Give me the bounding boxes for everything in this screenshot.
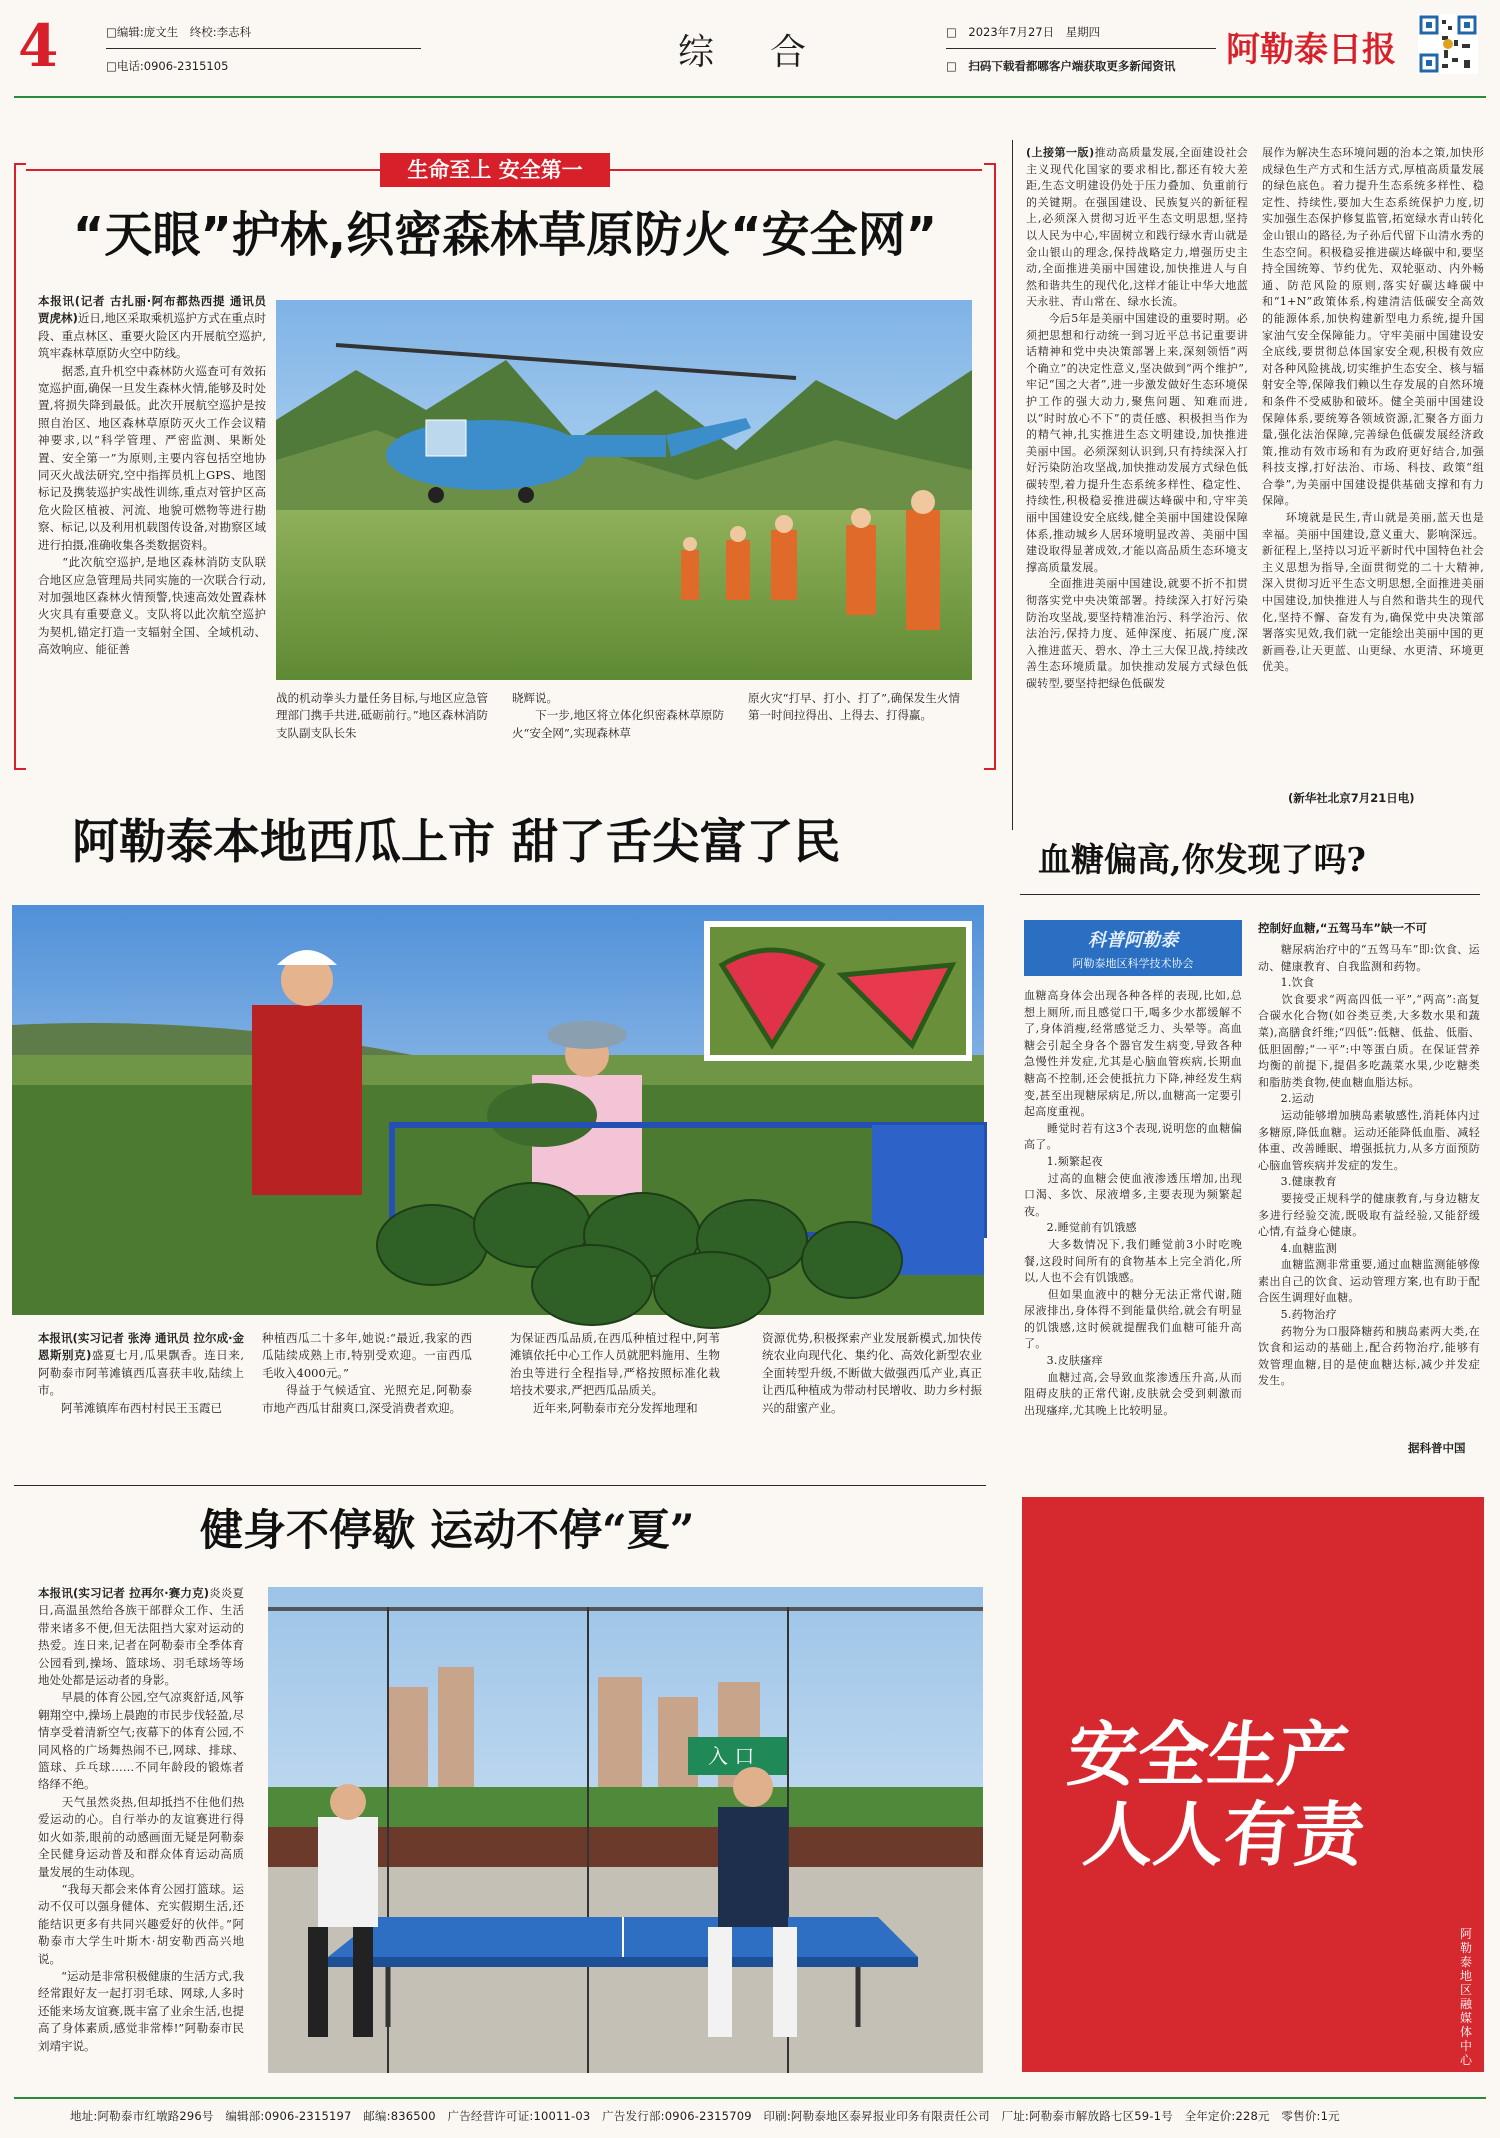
helicopter-photo bbox=[276, 300, 972, 680]
body-col2: 种植西瓜二十多年,她说:“最近,我家的西瓜陆续成熟上市,特别受欢迎。一亩西瓜毛收入4000元。” 得益于气候适宜、光照充足,阿勒泰市地产西瓜甘甜爽口,深受消费者欢迎。 bbox=[262, 1331, 472, 1415]
credit: 据科普中国 bbox=[1408, 1441, 1466, 1455]
continued-from: (上接第一版) bbox=[1026, 146, 1095, 159]
kepu-logo bbox=[1024, 920, 1242, 976]
poster-line1: 安全生产 bbox=[1063, 1714, 1353, 1796]
article-watermelon bbox=[0, 795, 1000, 1485]
masthead bbox=[0, 0, 1500, 103]
qr-code-icon[interactable] bbox=[1418, 14, 1478, 74]
checkbox-icon: □ bbox=[106, 59, 117, 73]
section-banner: 生命至上 安全第一 bbox=[380, 153, 610, 187]
body-col1 bbox=[38, 1330, 244, 1415]
headline-rule bbox=[1020, 894, 1480, 895]
masthead-divider bbox=[106, 48, 421, 49]
headline: 阿勒泰本地西瓜上市 甜了舌尖富了民 bbox=[72, 815, 841, 870]
kepu-logo-title: 科普阿勒泰 bbox=[1088, 930, 1178, 951]
date-info bbox=[946, 24, 1100, 40]
body-col2: 糖尿病治疗中的“五驾马车”即:饮食、运动、健康教育、自我监测和药物。 1.饮食 饮食要求“两高四低一平”,“两高”:高复合碳水化合物(如谷类豆类,大多数水果和蔬菜),高膳食纤维;“四低”:低糖、低盐、低脂、低胆固醇;“一平”:中等蛋白质。在保证营养均衡的前提下,提倡多吃蔬菜水果,少吃糖类和脂肪类食物,使血糖血脂达标。 2.运动 运动能够增加胰岛素敏感性,消耗体内过多糖原,降低血糖。运动还能降低血脂、减轻体重、改善睡眠、增强抵抗力,从多方面预防心脑血管疾病并发症的发生。 3.健康教育 要接受正规科学的健康教育,与身边糖友多进行经验交流,既吸取有益经验,又能舒缓心情,有益身心健康。 4.血糖监测 血糖监测非常重要,通过血糖监测能够像素出自己的饮食、运动管理方案,也有助于配合医生调理好血糖。 5.药物治疗 药物分为口服降糖药和胰岛素两大类,在饮食和运动的基础上,配合药物治疗,能够有效管理血糖,目的是使血糖达标,减少并发症发生。 bbox=[1258, 943, 1480, 1388]
page-number: 4 bbox=[18, 12, 59, 80]
safety-poster bbox=[1022, 1497, 1484, 2072]
checkbox-icon: □ bbox=[946, 59, 969, 73]
body-col2: 战的机动拳头力量任务目标,与地区应急管理部门携手共进,砥砺前行。”地区森林消防支队副支队长朱 bbox=[276, 691, 488, 740]
watermelon-photo bbox=[12, 905, 984, 1315]
masthead-divider-right bbox=[946, 48, 1216, 49]
headline: “天眼”护林,织密森林草原防火“安全网” bbox=[72, 207, 938, 263]
body-col2: 展作为解决生态环境问题的治本之策,加快形成绿色生产方式和生活方式,厚植高质量发展的绿色底色。着力提升生态系统多样性、稳定性、持续性,要加大生态系统保护力度,切实加强生态保护修复监管,拓宽绿水青山转化金山银山的路径,为子孙后代留下山清水秀的生态空间。积极稳妥推进碳达峰碳中和,要坚持全国统筹、节约优先、双轮驱动、内外畅通、防范风险的原则,落实好碳达峰碳中和“1+N”政策体系,构建清洁低碳安全高效的能源体系,加快构建新型电力系统,提升国家油气安全保障能力。守牢美丽中国建设安全底线,要贯彻总体国家安全观,积极有效应对各种风险挑战,切实维护生态安全、核与辐射安全等,保障我们赖以生存发展的自然环境和条件不受威胁和破坏。健全美丽中国建设保障体系,要统筹各领域资源,汇聚各方面力量,强化法治保障,完善绿色低碳发展经济政策,推动有效市场和有为政府更好结合,加强科技支撑,打好法治、市场、科技、政策“组合拳”,为美丽中国建设提供基础支撑和有力保障。 环境就是民生,青山就是美丽,蓝天也是幸福。美丽中国建设,意义重大、影响深远。新征程上,坚持以习近平新时代中国特色社会主义思想为指导,全面贯彻党的二十大精神,深入贯彻习近平生态文明思想,全面推进美丽中国建设,加快推进人与自然和谐共生的现代化,坚持不懈、奋发有为,确保党中央决策部署落实见效,我们就一定能绘出美丽中国的更新画卷,让天更蓝、山更绿、水更清、环境更优美。 bbox=[1262, 146, 1484, 674]
masthead-rule bbox=[14, 96, 1486, 98]
editor-text: 编辑:庞文生 终校:李志科 bbox=[116, 25, 252, 39]
section-rule bbox=[14, 1485, 986, 1486]
body-col1: 血糖高身体会出现各种各样的表现,比如,总想上厕所,而且感觉口干,喝多少水都缓解不了,身体消瘦,经常感觉乏力、头晕等。高血糖会引起全身各个器官发生病变,导致各种急慢性并发症,尤其是心脑血管疾病,长期血糖高不控制,还会使抵抗力下降,神经发生病变,甚至出现糖尿病足,所以,血糖高一定要引起高度重视。 睡觉时若有这3个表现,说明您的血糖偏高了。 1.频繁起夜 过高的血糖会使血液渗透压增加,出现口渴、多饮、尿液增多,主要表现为频繁起夜。 2.睡觉前有饥饿感 大多数情况下,我们睡觉前3小时吃晚餐,这段时间所有的食物基本上完全消化,所以,人也不会有饥饿感。 但如果血液中的糖分无法正常代谢,随尿液排出,身体得不到能量供给,就会有明显的饥饿感,这时候就提醒我们血糖可能升高了。 3.皮肤瘙痒 血糖过高,会导致血浆渗透压升高,从而阻碍皮肤的正常代谢,皮肤就会受到刺激而出现瘙痒,尤其晚上比较明显。 bbox=[1024, 989, 1242, 1417]
body-text: 盛夏七月,瓜果飘香。连日来,阿勒泰市阿苇滩镇西瓜喜获丰收,陆续上市。 阿苇滩镇库布西村村民王玉霞已 bbox=[38, 1348, 244, 1415]
article-blood-sugar bbox=[1010, 830, 1490, 1470]
scan-tip-text: 扫码下载看都哪客户端获取更多新闻资讯 bbox=[968, 59, 1176, 73]
byline: 本报讯(实习记者 张涛 通讯员 拉尔成·金恩斯别克) bbox=[38, 1331, 244, 1363]
headline: 健身不停歇 运动不停“夏” bbox=[200, 1506, 695, 1556]
table-tennis-photo bbox=[268, 1587, 983, 2073]
credit: (新华社北京7月21日电) bbox=[1288, 791, 1415, 805]
section-title: 综 合 bbox=[678, 32, 817, 73]
entrance-sign: 入 口 bbox=[708, 1744, 755, 1768]
subheading: 控制好血糖,“五驾马车”缺一不可 bbox=[1258, 921, 1427, 935]
article-fitness bbox=[0, 1485, 1000, 2090]
paper-logo: 阿勒泰日报 bbox=[1226, 30, 1396, 70]
body-col1 bbox=[38, 293, 271, 713]
banner-line bbox=[26, 169, 380, 171]
footer-info: 地址:阿勒泰市红墩路296号 编辑部:0906-2315197 邮编:836500 广告经营许可证:10011-03 广告发行部:0906-2315709 印刷:阿勒泰地区泰昇报业印务有限责任公司 厂址:阿勒泰市解放路七区59-1号 全年定价:228元 零售价:1元 bbox=[70, 2109, 1340, 2123]
poster-line2: 人人有责 bbox=[1079, 1794, 1369, 1876]
article-forest-patrol bbox=[0, 105, 1010, 770]
checkbox-icon: □ bbox=[946, 25, 969, 39]
body-text: 近日,地区采取乘机巡护方式在重点时段、重点林区、重要火险区内开展航空巡护,筑牢森林草原防火空中防线。 据悉,直升机空中森林防火巡查可有效拓宽巡护面,确保一旦发生森林火情,能够及时处置,将损失降到最低。此次开展航空巡护是按照自治区、地区森林草原防灭火工作会议精神要求,以“科学管理、严密监测、果断处置、安全第一”为原则,主要内容包括空地协同灭火战法研究,空中指挥员机上GPS、地图标记及携装巡护实战性训练,重点对管护区高危火险区植被、河流、地貌可燃物等进行勘察、标记,以及利用机载图传设备,对勘察区域进行拍摄,准确收集各类数据资料。 “此次航空巡护,是地区森林消防支队联合地区应急管理局共同实施的一次联合行动,对加强地区森林火情预警,快速高效处置森林火灾具有重要意义。支队将以此次航空巡护为契机,锚定打造一支辐射全国、全域机动、高效响应、能征善 bbox=[38, 311, 266, 657]
body-col3: 晓辉说。 下一步,地区将立体化织密森林草原防火“安全网”,实现森林草 bbox=[512, 691, 724, 740]
bracket-right bbox=[984, 163, 996, 770]
byline: 本报讯(记者 古扎丽·阿布都热西提 通讯员 贾虎林) bbox=[38, 294, 271, 326]
body-col1 bbox=[38, 1585, 244, 2065]
body-text: 推动高质量发展,全面建设社会主义现代化国家的要求相比,都还有较大差距,生态文明建设仍处于压力叠加、负重前行的关键期。在强国建设、民族复兴的新征程上,必须深入贯彻习近平生态文明思想,坚持以人民为中心,牢固树立和践行绿水青山就是金山银山的理念,保持战略定力,增强历史主动,全面推进美丽中国建设,加快推进人与自然和谐共生的现代化,这样才能让中华大地蓝天永驻、青山常在、绿水长流。 今后5年是美丽中国建设的重要时期。必须把思想和行动统一到习近平总书记重要讲话精神和党中央决策部署上来,深刻领悟“两个确立”的决定性意义,坚决做到“两个维护”,牢记“国之大者”,进一步激发做好生态环境保护工作的强大动力,聚焦问题、知难而进,以“时时放心不下”的责任感、积极担当作为的精气神,扎实推进生态文明建设,加快推进美丽中国。必须深刻认识到,只有持续深入打好污染防治攻坚战,加快推动发展方式绿色低碳转型,着力提升生态系统多样性、稳定性、持续性,积极稳妥推进碳达峰碳中和,守牢美丽中国建设安全底线,健全美丽中国建设保障体系,推动城乡人居环境明显改善、美丽中国建设取得显著成效,才能以高品质生态环境支撑高质量发展。 全面推进美丽中国建设,就要不折不扣贯彻落实党中央决策部署。持续深入打好污染防治攻坚战,要坚持精准治污、科学治污、依法治污,保持力度、延伸深度、拓展广度,深入推进蓝天、碧水、净土三大保卫战,持续改善生态环境质量。加快推动发展方式绿色低碳转型,要坚持把绿色低碳发 bbox=[1026, 146, 1249, 690]
poster-credit: 阿勒泰地区融媒体中心 bbox=[1460, 1927, 1473, 2067]
body-col1 bbox=[1026, 145, 1248, 810]
banner-line-right bbox=[610, 169, 982, 171]
column-divider bbox=[1012, 140, 1013, 830]
body-col3: 为保证西瓜品质,在西瓜种植过程中,阿苇滩镇依托中心工作人员就肥料施用、生物治虫等进行全程指导,严格按照标准化栽培技术要求,严把西瓜品质关。 近年来,阿勒泰市充分发挥地理和 bbox=[510, 1331, 720, 1415]
headline: 血糖偏高,你发现了吗? bbox=[1038, 840, 1366, 879]
checkbox-icon: □ bbox=[106, 25, 117, 39]
body-col4: 原火灾“打早、打小、打了”,确保发生火情第一时间拉得出、上得去、打得赢。 bbox=[748, 691, 960, 723]
bracket-left bbox=[14, 163, 26, 770]
date-text: 2023年7月27日 星期四 bbox=[968, 25, 1101, 39]
editor-info bbox=[106, 24, 251, 40]
article-beautiful-china bbox=[1020, 140, 1490, 840]
phone-text: 电话:0906-2315105 bbox=[116, 59, 229, 73]
body-text: 炎炎夏日,高温虽然给各族干部群众工作、生活带来诸多不便,但无法阻挡大家对运动的热爱。连日来,记者在阿勒泰市全季体育公园看到,操场、篮球场、羽毛球场等场地处处都是运动者的身影。 早晨的体育公园,空气凉爽舒适,风筝翱翔空中,操场上晨跑的市民步伐轻盈,尽情享受着清新空气;夜幕下的体育公园,不同风格的广场舞热闹不已,网球、排球、篮球、乒乓球……不同年龄段的锻炼者络绎不绝。 天气虽然炎热,但却抵挡不住他们热爱运动的心。自行举办的友谊赛进行得如火如荼,眼前的动感画面无疑是阿勒泰全民健身运动普及和群众体育运动高质量发展的生动体现。 “我每天都会来体育公园打篮球。运动不仅可以强身健体、充实假期生活,还能结识更多有共同兴趣爱好的伙伴。”阿勒泰市大学生叶斯木·胡安勒西高兴地说。 “运动是非常积极健康的生活方式,我经常跟好友一起打羽毛球、网球,人多时还能来场友谊赛,既丰富了业余生活,也提高了身体素质,感觉非常棒!”阿勒泰市民刘靖宇说。 bbox=[38, 1586, 245, 2053]
footer-rule bbox=[14, 2097, 1486, 2099]
body-col4: 资源优势,积极探索产业发展新模式,加快传统农业向现代化、集约化、高效化新型农业全面转型升级,不断做大做强西瓜产业,真正让西瓜种植成为带动村民增收、助力乡村振兴的甜蜜产业。 bbox=[762, 1331, 982, 1415]
byline: 本报讯(实习记者 拉再尔·赛力克) bbox=[38, 1586, 210, 1600]
scan-tip bbox=[946, 58, 1175, 74]
kepu-logo-subtitle: 阿勒泰地区科学技术协会 bbox=[1072, 957, 1194, 970]
phone-info bbox=[106, 58, 228, 74]
